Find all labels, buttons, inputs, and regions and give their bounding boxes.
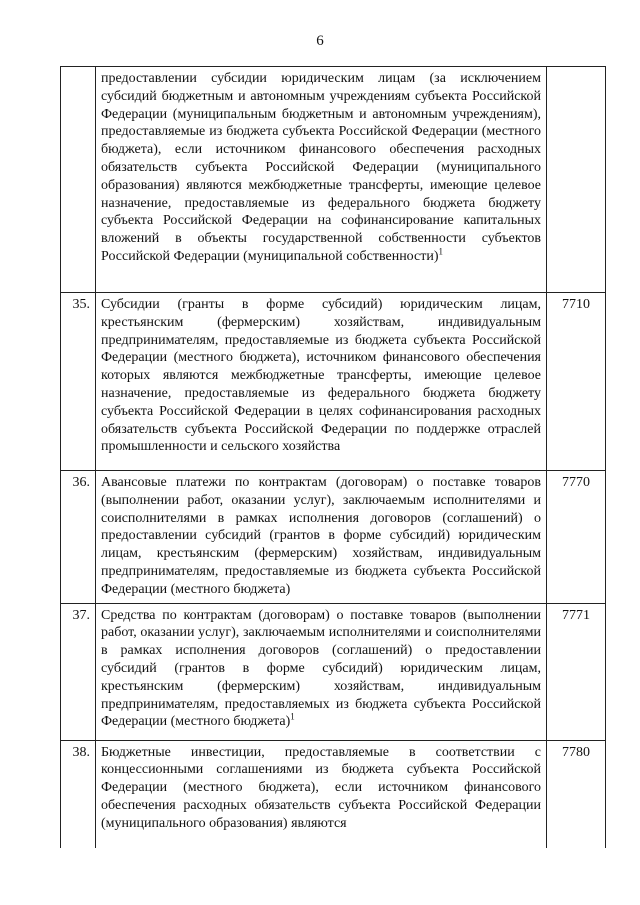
row-number: 36. bbox=[61, 471, 96, 604]
row-code bbox=[547, 67, 606, 293]
table-row bbox=[61, 293, 606, 471]
page-number: 6 bbox=[316, 33, 324, 49]
row-description bbox=[96, 67, 547, 293]
row-code: 7780 bbox=[547, 740, 606, 848]
row-text: Авансовые платежи по контрактам (договорам) о поставке товаров (выполнении работ, оказании услуг), заключаемым исполнителями и соисполнителями в рамках исполнения договоров (соглашений) о предоставлении субсидий (грантов в форме субсидий) юридическим лицам, крестьянским (фермерским) хозяйствам, индивидуальным предпринимателям, предоставляемые из бюджета субъекта Российской Федерации (местного бюджета) bbox=[101, 475, 541, 597]
row-description bbox=[96, 740, 547, 848]
row-number: 38. bbox=[61, 740, 96, 848]
row-description bbox=[96, 603, 547, 740]
classification-table bbox=[60, 66, 606, 848]
footnote-marker: 1 bbox=[438, 246, 444, 257]
table-row bbox=[61, 740, 606, 848]
table-row bbox=[61, 67, 606, 293]
row-number bbox=[61, 67, 96, 293]
table-row bbox=[61, 603, 606, 740]
footnote-marker: 1 bbox=[290, 711, 295, 722]
row-code: 7771 bbox=[547, 603, 606, 740]
row-number: 35. bbox=[61, 293, 96, 471]
row-text: Бюджетные инвестиции, предоставляемые в соответствии с концессионными соглашениями из бюджета субъекта Российской Федерации (местного бюджета), если источником финансового обеспечения расходных обязательств субъекта Российской Федерации (муниципального образования) являются bbox=[101, 744, 541, 831]
row-description bbox=[96, 471, 547, 604]
row-text: предоставлении субсидии юридическим лицам (за исключением субсидий бюджетным и автономным учреждениям субъекта Российской Федерации (муниципальным бюджетным и автономным учреждениям), предоставляемые из бюджета субъекта Российской Федерации (местного бюджета), если источником финансового обеспечения расходных обязательств субъекта Российской Федерации (муниципального образования) являются межбюджетные трансферты, имеющие целевое назначение, предоставляемые из федерального бюджета бюджету субъекта Российской Федерации на софинансирование капитальных вложений в объекты государственной собственности субъектов Российской Федерации (муниципальной собственности) bbox=[101, 71, 541, 264]
row-number: 37. bbox=[61, 603, 96, 740]
row-code: 7770 bbox=[547, 471, 606, 604]
row-text: Средства по контрактам (договорам) о поставке товаров (выполнении работ, оказании услуг), заключаемым исполнителями и соисполнителями в рамках исполнения договоров (соглашений) о предоставлении субсидий (грантов в форме субсидий) юридическим лицам, крестьянским (фермерским) хозяйствам, индивидуальным предпринимателям, предоставляемых из бюджета субъекта Российской Федерации (местного бюджета) bbox=[101, 607, 541, 730]
row-code: 7710 bbox=[547, 293, 606, 471]
row-description bbox=[96, 293, 547, 471]
row-text: Субсидии (гранты в форме субсидий) юридическим лицам, крестьянским (фермерским) хозяйствам, индивидуальным предпринимателям, предоставляемые из бюджета субъекта Российской Федерации (местного бюджета), источником финансового обеспечения которых являются межбюджетные трансферты, имеющие целевое назначение, предоставляемые из федерального бюджета бюджету субъекта Российской Федерации в целях софинансирования расходных обязательств субъекта Российской Федерации по поддержке отраслей промышленности и сельского хозяйства bbox=[101, 297, 541, 455]
table-row bbox=[61, 471, 606, 604]
